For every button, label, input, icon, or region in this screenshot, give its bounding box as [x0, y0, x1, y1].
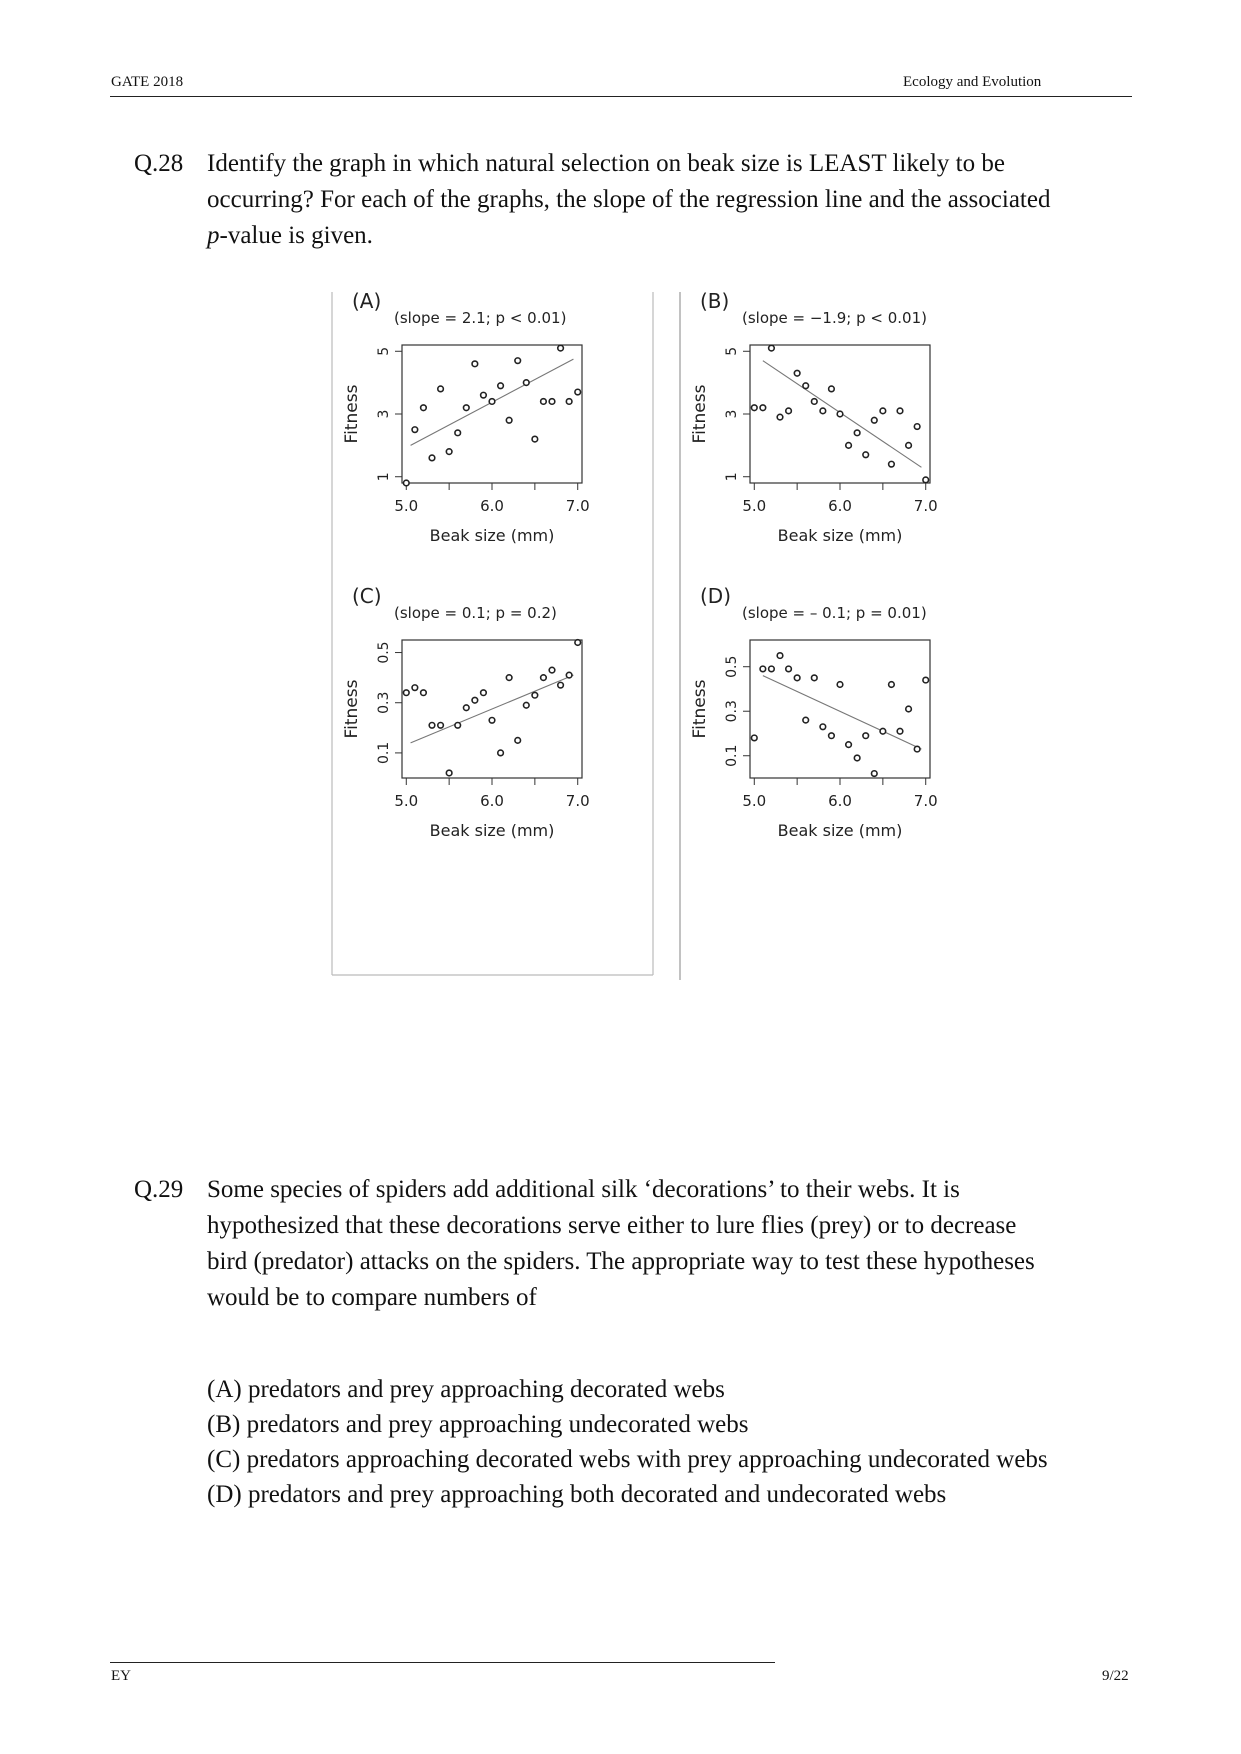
q28-number: Q.28	[134, 150, 184, 177]
q28-figure	[320, 290, 1000, 990]
data-point-c-1	[412, 685, 418, 691]
panel-stat-c: (slope = 0.1; p = 0.2)	[394, 604, 557, 622]
data-point-b-14	[871, 417, 877, 423]
q29-line-4: would be to compare numbers of	[207, 1284, 537, 1311]
q28-line-2: occurring? For each of the graphs, the slope of the regression line and the associated	[207, 186, 1051, 213]
data-point-c-18	[558, 682, 564, 688]
y-axis-label-d: Fitness	[690, 679, 710, 739]
data-point-a-3	[429, 455, 435, 461]
data-point-b-4	[786, 408, 792, 414]
data-point-b-20	[923, 477, 929, 483]
x-tick-label-a-1: 6.0	[480, 497, 504, 515]
data-point-b-1	[760, 405, 766, 411]
data-point-b-15	[880, 408, 886, 414]
x-tick-label-a-0: 5.0	[394, 497, 419, 515]
data-point-b-10	[837, 411, 843, 417]
q29-line-2: hypothesized that these decorations serve either to lure flies (prey) or to decrease	[207, 1212, 1017, 1239]
y-tick-label-c-0: 0.1	[376, 741, 392, 765]
data-point-d-19	[914, 746, 920, 752]
data-point-a-16	[541, 399, 547, 405]
x-tick-label-a-2: 7.0	[565, 497, 590, 515]
data-point-c-20	[575, 640, 581, 646]
data-point-d-2	[769, 666, 775, 672]
data-point-b-13	[863, 452, 869, 458]
panel-label-c: (C)	[352, 584, 382, 608]
data-point-c-19	[566, 672, 572, 678]
data-point-d-17	[897, 728, 903, 734]
data-point-a-19	[566, 399, 572, 405]
scatter-panel-1	[342, 290, 590, 545]
panel-label-a: (A)	[352, 290, 382, 313]
footer-page-number: 9/22	[1102, 1668, 1129, 1684]
header-rule	[110, 96, 1132, 97]
data-point-c-10	[489, 717, 495, 723]
header-subject: Ecology and Evolution	[903, 74, 1042, 90]
footer-paper-code: EY	[111, 1668, 131, 1684]
data-point-d-6	[803, 717, 809, 723]
data-point-c-9	[481, 690, 487, 696]
data-point-d-4	[786, 666, 792, 672]
data-point-d-13	[863, 733, 869, 739]
data-point-d-14	[871, 771, 877, 777]
y-tick-label-b-2: 5	[724, 346, 740, 356]
data-point-d-10	[837, 682, 843, 688]
x-tick-label-d-0: 5.0	[742, 792, 767, 810]
panel-label-b: (B)	[700, 290, 730, 313]
data-point-b-16	[889, 461, 895, 467]
q29-number: Q.29	[134, 1176, 184, 1203]
data-point-a-2	[421, 405, 427, 411]
y-tick-label-a-0: 1	[376, 472, 392, 482]
data-point-a-18	[558, 345, 564, 351]
x-tick-label-b-2: 7.0	[913, 497, 938, 515]
data-point-b-6	[803, 383, 809, 389]
data-point-d-3	[777, 653, 783, 659]
q28-line-3-rest: -value is given.	[219, 222, 373, 249]
y-axis-label-b: Fitness	[690, 384, 710, 444]
y-tick-label-b-0: 1	[724, 472, 740, 482]
q29-option-d[interactable]: (D) predators and prey approaching both decorated and undecorated webs	[207, 1481, 947, 1508]
y-tick-label-b-1: 3	[724, 409, 740, 419]
plot-box-d	[750, 640, 930, 778]
data-point-a-10	[489, 399, 495, 405]
data-point-b-0	[751, 405, 757, 411]
x-axis-label-a: Beak size (mm)	[429, 526, 555, 545]
data-point-b-17	[897, 408, 903, 414]
data-point-a-5	[446, 449, 452, 455]
y-tick-label-d-0: 0.1	[724, 744, 740, 767]
q29-option-c[interactable]: (C) predators approaching decorated webs with prey approaching undecorated webs	[207, 1446, 1048, 1473]
regression-line-c	[411, 675, 574, 743]
x-tick-label-b-0: 5.0	[742, 497, 767, 515]
y-axis-label-a: Fitness	[342, 384, 362, 444]
data-point-d-18	[906, 706, 912, 712]
q29-line-1: Some species of spiders add additional silk ‘decorations’ to their webs. It is	[207, 1176, 960, 1203]
data-point-c-17	[549, 667, 555, 673]
data-point-d-0	[751, 735, 757, 741]
x-tick-label-b-1: 6.0	[828, 497, 852, 515]
data-point-b-5	[794, 370, 800, 376]
q29-line-3: bird (predator) attacks on the spiders. The appropriate way to test these hypotheses	[207, 1248, 1035, 1275]
data-point-a-0	[403, 480, 409, 486]
data-point-a-11	[498, 383, 504, 389]
x-tick-label-c-0: 5.0	[394, 792, 419, 810]
y-tick-label-d-2: 0.5	[724, 655, 740, 678]
q29-option-a[interactable]: (A) predators and prey approaching decorated webs	[207, 1376, 725, 1403]
data-point-c-5	[446, 770, 452, 776]
data-point-c-4	[438, 723, 444, 729]
x-axis-label-c: Beak size (mm)	[429, 821, 555, 840]
footer-rule	[110, 1662, 775, 1663]
data-point-d-11	[846, 742, 852, 748]
data-point-b-9	[829, 386, 835, 392]
data-point-a-9	[481, 392, 487, 398]
data-point-a-1	[412, 427, 418, 433]
data-point-a-12	[506, 417, 512, 423]
x-tick-label-c-2: 7.0	[565, 792, 590, 810]
data-point-c-15	[532, 692, 538, 698]
x-tick-label-c-1: 6.0	[480, 792, 504, 810]
y-tick-label-c-2: 0.5	[376, 641, 392, 664]
data-point-a-14	[523, 380, 529, 386]
data-point-b-7	[811, 399, 817, 405]
data-point-c-6	[455, 723, 461, 729]
data-point-b-8	[820, 408, 826, 414]
y-tick-label-a-1: 3	[376, 409, 392, 419]
data-point-a-4	[438, 386, 444, 392]
data-point-a-17	[549, 399, 555, 405]
data-point-a-15	[532, 436, 538, 442]
data-point-b-12	[854, 430, 860, 436]
y-tick-label-c-1: 0.3	[376, 691, 392, 714]
data-point-d-8	[820, 724, 826, 730]
data-point-a-7	[463, 405, 469, 411]
q28-line-3	[207, 218, 373, 254]
panel-stat-b: (slope = −1.9; p < 0.01)	[742, 309, 927, 327]
data-point-a-6	[455, 430, 461, 436]
data-point-d-5	[794, 675, 800, 681]
panel-stat-d: (slope = – 0.1; p = 0.01)	[742, 604, 927, 622]
data-point-c-11	[498, 750, 504, 756]
plot-box-a	[402, 345, 582, 483]
data-point-d-9	[829, 733, 835, 739]
panel-label-d: (D)	[700, 584, 732, 608]
data-point-c-12	[506, 675, 512, 681]
data-point-c-13	[515, 738, 521, 744]
x-tick-label-d-2: 7.0	[913, 792, 938, 810]
data-point-b-2	[769, 345, 775, 351]
y-axis-label-c: Fitness	[342, 679, 362, 739]
x-axis-label-b: Beak size (mm)	[777, 526, 903, 545]
panel-stat-a: (slope = 2.1; p < 0.01)	[394, 309, 567, 327]
q29-option-b[interactable]: (B) predators and prey approaching undecorated webs	[207, 1411, 749, 1438]
data-point-d-7	[811, 675, 817, 681]
data-point-c-3	[429, 723, 435, 729]
p-italic: p	[207, 222, 220, 249]
x-axis-label-d: Beak size (mm)	[777, 821, 903, 840]
header-exam-name: GATE 2018	[111, 74, 184, 90]
data-point-d-1	[760, 666, 766, 672]
data-point-c-8	[472, 697, 478, 703]
data-point-b-3	[777, 414, 783, 420]
data-point-d-20	[923, 677, 929, 683]
scatter-panel-4	[690, 584, 938, 840]
scatter-panel-2	[690, 290, 938, 545]
data-point-d-15	[880, 728, 886, 734]
data-point-a-20	[575, 389, 581, 395]
data-point-b-11	[846, 443, 852, 449]
data-point-c-2	[421, 690, 427, 696]
data-point-a-13	[515, 358, 521, 364]
data-point-d-12	[854, 755, 860, 761]
data-point-d-16	[889, 682, 895, 688]
data-point-c-0	[403, 690, 409, 696]
data-point-c-7	[463, 705, 469, 711]
data-point-b-19	[914, 424, 920, 430]
y-tick-label-d-1: 0.3	[724, 700, 740, 723]
scatter-panel-3	[342, 584, 590, 840]
data-point-b-18	[906, 443, 912, 449]
data-point-a-8	[472, 361, 478, 367]
q28-line-1: Identify the graph in which natural selection on beak size is LEAST likely to be	[207, 150, 1005, 177]
x-tick-label-d-1: 6.0	[828, 792, 852, 810]
y-tick-label-a-2: 5	[376, 346, 392, 356]
data-point-c-16	[541, 675, 547, 681]
data-point-c-14	[523, 702, 529, 708]
